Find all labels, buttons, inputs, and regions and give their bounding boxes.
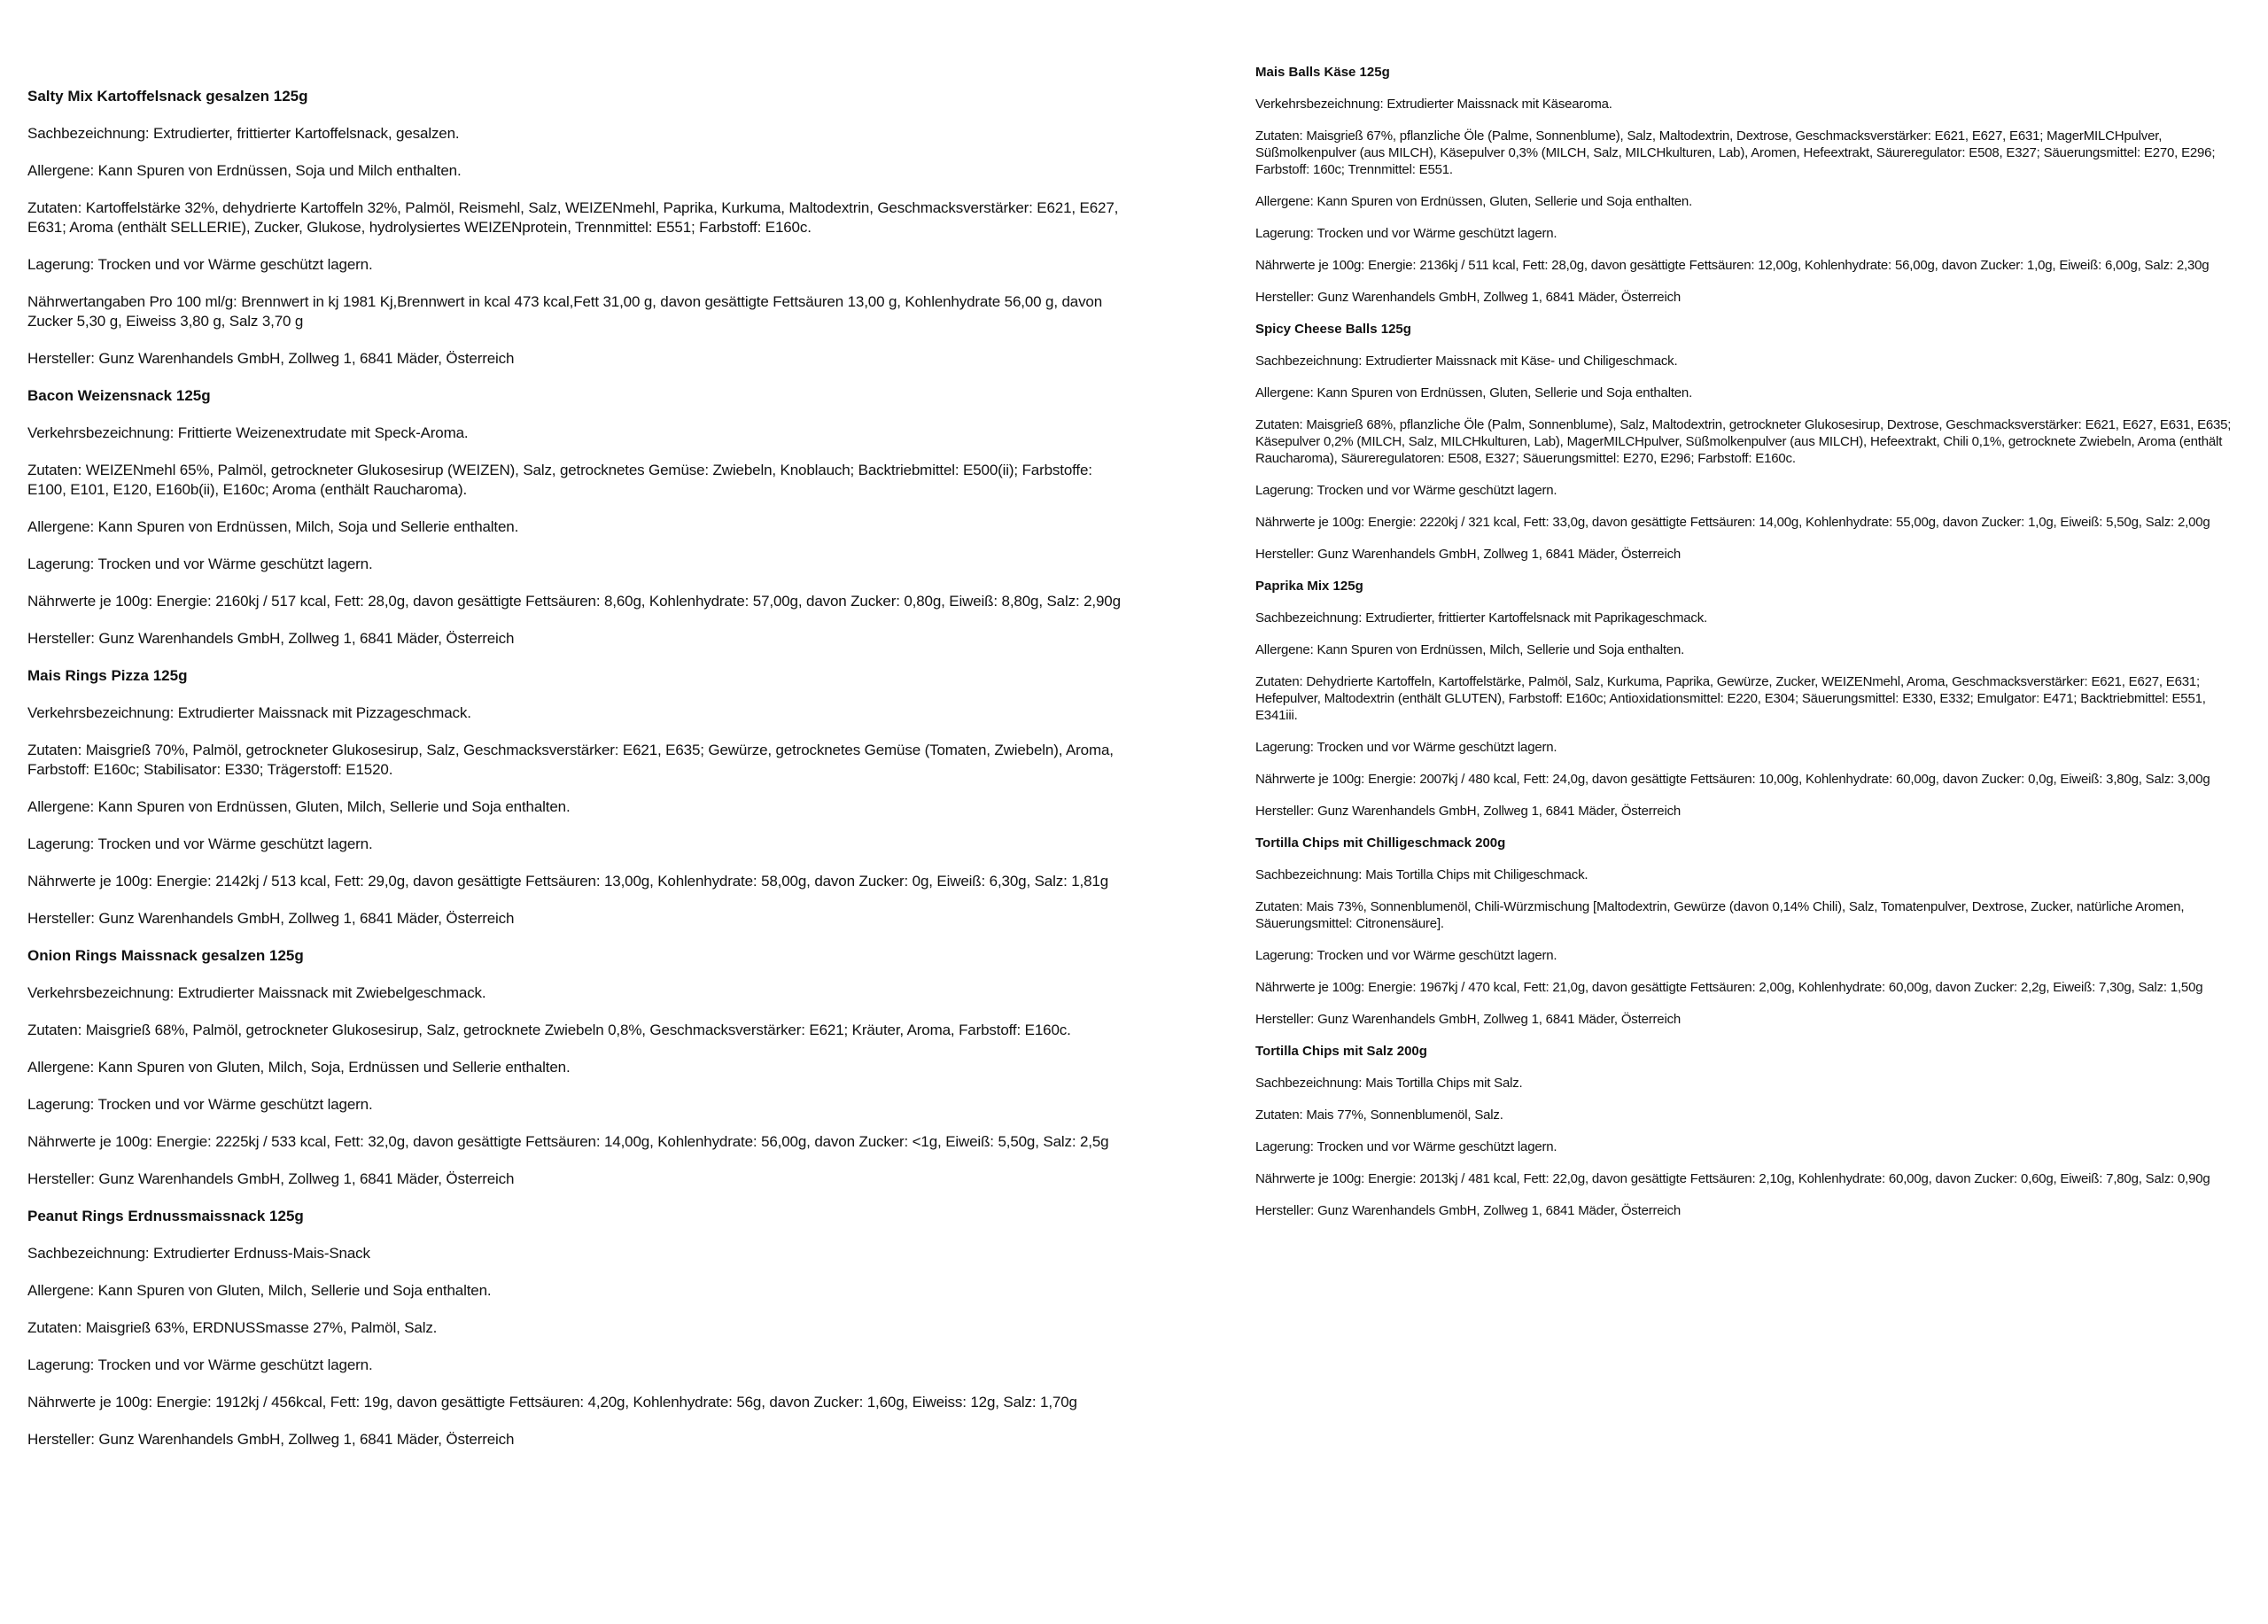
product-detail-line: Nährwerte je 100g: Energie: 2136kj / 511 kcal, Fett: 28,0g, davon gesättigte Fettsäuren: 12,00g, Kohlenhydrate: 56,00g, davon Zucker: 1,0g, Eiweiß: 6,00g, Salz: 2,30g xyxy=(1255,258,2210,273)
product-title: Salty Mix Kartoffelsnack gesalzen 125g xyxy=(27,88,308,105)
product-detail-line: Nährwerte je 100g: Energie: 2220kj / 321 kcal, Fett: 33,0g, davon gesättigte Fettsäuren: 14,00g, Kohlenhydrate: 55,00g, davon Zucker: 1,0g, Eiweiß: 5,50g, Salz: 2,00g xyxy=(1255,515,2210,530)
product-detail-line: Hersteller: Gunz Warenhandels GmbH, Zollweg 1, 6841 Mäder, Österreich xyxy=(27,1431,515,1448)
product-section xyxy=(27,1207,1122,1449)
product-detail-line: Hersteller: Gunz Warenhandels GmbH, Zollweg 1, 6841 Mäder, Österreich xyxy=(27,350,515,367)
product-section xyxy=(1255,578,2248,820)
product-detail-line: Nährwerte je 100g: Energie: 1967kj / 470 kcal, Fett: 21,0g, davon gesättigte Fettsäuren: 2,00g, Kohlenhydrate: 60,00g, davon Zucker: 2,2g, Eiweiß: 7,30g, Salz: 1,50g xyxy=(1255,980,2203,995)
product-detail-line: Hersteller: Gunz Warenhandels GmbH, Zollweg 1, 6841 Mäder, Österreich xyxy=(1255,290,1682,305)
product-detail-line: Lagerung: Trocken und vor Wärme geschützt lagern. xyxy=(1255,226,1557,241)
product-detail-line: Nährwerte je 100g: Energie: 2225kj / 533 kcal, Fett: 32,0g, davon gesättigte Fettsäuren: 14,00g, Kohlenhydrate: 56,00g, davon Zucker: <1g, Eiweiß: 5,50g, Salz: 2,5g xyxy=(27,1133,1109,1150)
product-detail-line: Zutaten: Kartoffelstärke 32%, dehydrierte Kartoffeln 32%, Palmöl, Reismehl, Salz, WEIZENmehl, Paprika, Kurkuma, Maltodextrin, Geschmacksverstärker: E621, E627, E631; Aroma (enthält SELLERIE), Zucker, Glukose, hydrolysiertes WEIZENprotein, Trennmittel: E551; Farbstoff: E160c. xyxy=(27,199,1119,236)
product-detail-line: Allergene: Kann Spuren von Gluten, Milch, Sellerie und Soja enthalten. xyxy=(27,1282,492,1299)
right-column xyxy=(1255,0,2248,1219)
product-section xyxy=(27,87,1122,369)
product-section xyxy=(27,386,1122,649)
product-detail-line: Zutaten: Dehydrierte Kartoffeln, Kartoffelstärke, Palmöl, Salz, Kurkuma, Paprika, Gewürze, Zucker, WEIZENmehl, Aroma, Geschmacksverstärker: E621, E627, E631; Hefepulver, Maltodextrin (enthält GLUTEN), Farbstoff: E160c; Antioxidationsmittel: E220, E304; Säuerungsmittel: E330, E332; Emulgator: E471; Backtriebmittel: E551, E341iii. xyxy=(1255,674,2206,723)
product-detail-line: Nährwerte je 100g: Energie: 1912kj / 456kcal, Fett: 19g, davon gesättigte Fettsäuren: 4,20g, Kohlenhydrate: 56g, davon Zucker: 1,60g, Eiweiss: 12g, Salz: 1,70g xyxy=(27,1394,1077,1410)
product-detail-line: Nährwerte je 100g: Energie: 2013kj / 481 kcal, Fett: 22,0g, davon gesättigte Fettsäuren: 2,10g, Kohlenhydrate: 60,00g, davon Zucker: 0,60g, Eiweiß: 7,80g, Salz: 0,90g xyxy=(1255,1171,2210,1186)
product-detail-line: Lagerung: Trocken und vor Wärme geschützt lagern. xyxy=(27,835,373,852)
product-detail-line: Zutaten: Maisgrieß 68%, Palmöl, getrockneter Glukosesirup, Salz, getrocknete Zwiebeln 0,8%, Geschmacksverstärker: E621; Kräuter, Aroma, Farbstoff: E160c. xyxy=(27,1022,1071,1038)
product-detail-line: Zutaten: Maisgrieß 70%, Palmöl, getrockneter Glukosesirup, Salz, Geschmacksverstärker: E621, E635; Gewürze, getrocknetes Gemüse (Tomaten, Zwiebeln), Aroma, Farbstoff: E160c; Stabilisator: E330; Trägerstoff: E1520. xyxy=(27,742,1114,778)
product-detail-line: Nährwerte je 100g: Energie: 2142kj / 513 kcal, Fett: 29,0g, davon gesättigte Fettsäuren: 13,00g, Kohlenhydrate: 58,00g, davon Zucker: 0g, Eiweiß: 6,30g, Salz: 1,81g xyxy=(27,873,1109,890)
product-title: Peanut Rings Erdnussmaissnack 125g xyxy=(27,1208,304,1224)
product-section xyxy=(1255,835,2248,1028)
product-detail-line: Sachbezeichnung: Mais Tortilla Chips mit Salz. xyxy=(1255,1076,1523,1091)
product-detail-line: Sachbezeichnung: Extrudierter, frittierter Kartoffelsnack, gesalzen. xyxy=(27,125,460,142)
product-detail-line: Nährwertangaben Pro 100 ml/g: Brennwert in kj 1981 Kj,Brennwert in kcal 473 kcal,Fett 31,00 g, davon gesättigte Fettsäuren 13,00 g, Kohlenhydrate 56,00 g, davon Zucker 5,30 g, Eiweiss 3,80 g, Salz 3,70 g xyxy=(27,293,1103,330)
product-section xyxy=(1255,64,2248,306)
product-detail-line: Sachbezeichnung: Extrudierter Erdnuss-Mais-Snack xyxy=(27,1245,370,1262)
product-detail-line: Sachbezeichnung: Extrudierter, frittierter Kartoffelsnack mit Paprikageschmack. xyxy=(1255,610,1707,626)
product-detail-line: Verkehrsbezeichnung: Extrudierter Maissnack mit Pizzageschmack. xyxy=(27,704,471,721)
product-detail-line: Zutaten: Maisgrieß 68%, pflanzliche Öle (Palm, Sonnenblume), Salz, Maltodextrin, getrockneter Glukosesirup, Dextrose, Geschmacksverstärker: E621, E627, E631, E635; Käsepulver 0,2% (MILCH, Salz, MILCHkulturen, Lab), MagerMILCHpulver, Süßmolkenpulver (aus MILCH), Hefeextrakt, Chili 0,1%, getrocknete Zwiebeln, Aroma (enthält Raucharoma), Säureregulatoren: E508, E327; Säuerungsmittel: E270, E296; Farbstoff: E160c. xyxy=(1255,417,2232,466)
product-detail-line: Zutaten: Mais 73%, Sonnenblumenöl, Chili-Würzmischung [Maltodextrin, Gewürze (davon 0,14% Chili), Salz, Tomatenpulver, Dextrose, Zucker, natürliche Aromen, Säuerungsmittel: Citronensäure]. xyxy=(1255,899,2185,931)
product-detail-line: Lagerung: Trocken und vor Wärme geschützt lagern. xyxy=(27,1356,373,1373)
product-detail-line: Allergene: Kann Spuren von Erdnüssen, Milch, Sellerie und Soja enthalten. xyxy=(1255,642,1685,657)
product-section xyxy=(27,666,1122,929)
product-title: Onion Rings Maissnack gesalzen 125g xyxy=(27,947,304,964)
product-detail-line: Zutaten: WEIZENmehl 65%, Palmöl, getrockneter Glukosesirup (WEIZEN), Salz, getrocknetes Gemüse: Zwiebeln, Knoblauch; Backtriebmittel: E500(ii); Farbstoffe: E100, E101, E120, E160b(ii), E160c; Aroma (enthält Raucharoma). xyxy=(27,462,1092,498)
product-detail-line: Sachbezeichnung: Mais Tortilla Chips mit Chiligeschmack. xyxy=(1255,867,1588,882)
product-detail-line: Hersteller: Gunz Warenhandels GmbH, Zollweg 1, 6841 Mäder, Österreich xyxy=(1255,804,1682,819)
product-detail-line: Lagerung: Trocken und vor Wärme geschützt lagern. xyxy=(1255,948,1557,963)
product-detail-line: Allergene: Kann Spuren von Erdnüssen, Soja und Milch enthalten. xyxy=(27,162,462,179)
product-detail-line: Nährwerte je 100g: Energie: 2160kj / 517 kcal, Fett: 28,0g, davon gesättigte Fettsäuren: 8,60g, Kohlenhydrate: 57,00g, davon Zucker: 0,80g, Eiweiß: 8,80g, Salz: 2,90g xyxy=(27,593,1121,610)
product-detail-line: Hersteller: Gunz Warenhandels GmbH, Zollweg 1, 6841 Mäder, Österreich xyxy=(27,630,515,647)
product-detail-line: Lagerung: Trocken und vor Wärme geschützt lagern. xyxy=(27,256,373,273)
product-title: Tortilla Chips mit Salz 200g xyxy=(1255,1044,1427,1059)
product-detail-line: Nährwerte je 100g: Energie: 2007kj / 480 kcal, Fett: 24,0g, davon gesättigte Fettsäuren: 10,00g, Kohlenhydrate: 60,00g, davon Zucker: 0,0g, Eiweiß: 3,80g, Salz: 3,00g xyxy=(1255,772,2210,787)
product-detail-line: Allergene: Kann Spuren von Erdnüssen, Gluten, Milch, Sellerie und Soja enthalten. xyxy=(27,798,571,815)
product-detail-line: Hersteller: Gunz Warenhandels GmbH, Zollweg 1, 6841 Mäder, Österreich xyxy=(1255,1203,1682,1218)
product-detail-line: Allergene: Kann Spuren von Erdnüssen, Gluten, Sellerie und Soja enthalten. xyxy=(1255,385,1693,400)
product-title: Bacon Weizensnack 125g xyxy=(27,387,211,404)
product-detail-line: Allergene: Kann Spuren von Erdnüssen, Gluten, Sellerie und Soja enthalten. xyxy=(1255,194,1693,209)
product-detail-line: Zutaten: Maisgrieß 63%, ERDNUSSmasse 27%, Palmöl, Salz. xyxy=(27,1319,438,1336)
product-title: Mais Balls Käse 125g xyxy=(1255,65,1390,80)
product-section xyxy=(1255,321,2248,563)
product-detail-line: Hersteller: Gunz Warenhandels GmbH, Zollweg 1, 6841 Mäder, Österreich xyxy=(27,1170,515,1187)
product-detail-line: Hersteller: Gunz Warenhandels GmbH, Zollweg 1, 6841 Mäder, Österreich xyxy=(1255,547,1682,562)
product-detail-line: Allergene: Kann Spuren von Erdnüssen, Milch, Soja und Sellerie enthalten. xyxy=(27,518,519,535)
product-detail-line: Verkehrsbezeichnung: Extrudierter Maissnack mit Zwiebelgeschmack. xyxy=(27,984,486,1001)
product-detail-line: Lagerung: Trocken und vor Wärme geschützt lagern. xyxy=(1255,1139,1557,1154)
product-detail-line: Allergene: Kann Spuren von Gluten, Milch, Soja, Erdnüssen und Sellerie enthalten. xyxy=(27,1059,571,1076)
product-title: Mais Rings Pizza 125g xyxy=(27,667,188,684)
product-detail-line: Lagerung: Trocken und vor Wärme geschützt lagern. xyxy=(1255,740,1557,755)
product-title: Tortilla Chips mit Chilligeschmack 200g xyxy=(1255,835,1506,851)
product-section xyxy=(27,946,1122,1189)
product-detail-line: Hersteller: Gunz Warenhandels GmbH, Zollweg 1, 6841 Mäder, Österreich xyxy=(1255,1012,1682,1027)
product-title: Spicy Cheese Balls 125g xyxy=(1255,322,1411,337)
product-detail-line: Zutaten: Mais 77%, Sonnenblumenöl, Salz. xyxy=(1255,1107,1503,1123)
product-detail-line: Lagerung: Trocken und vor Wärme geschützt lagern. xyxy=(27,1096,373,1113)
product-detail-line: Hersteller: Gunz Warenhandels GmbH, Zollweg 1, 6841 Mäder, Österreich xyxy=(27,910,515,927)
product-detail-line: Verkehrsbezeichnung: Frittierte Weizenextrudate mit Speck-Aroma. xyxy=(27,424,469,441)
product-title: Paprika Mix 125g xyxy=(1255,579,1363,594)
product-detail-line: Sachbezeichnung: Extrudierter Maissnack mit Käse- und Chiligeschmack. xyxy=(1255,354,1678,369)
product-detail-line: Zutaten: Maisgrieß 67%, pflanzliche Öle (Palme, Sonnenblume), Salz, Maltodextrin, Dextrose, Geschmacksverstärker: E621, E627, E631; MagerMILCHpulver, Süßmolkenpulver (aus MILCH), Käsepulver 0,3% (MILCH, Salz, MILCHkulturen, Lab), Aromen, Hefeextrakt, Säureregulator: E508, E327; Säuerungsmittel: E270, E296; Farbstoff: 160c; Trennmittel: E551. xyxy=(1255,128,2216,177)
left-column xyxy=(27,0,1122,1449)
product-detail-line: Verkehrsbezeichnung: Extrudierter Maissnack mit Käsearoma. xyxy=(1255,97,1612,112)
product-detail-line: Lagerung: Trocken und vor Wärme geschützt lagern. xyxy=(1255,483,1557,498)
product-section xyxy=(1255,1043,2248,1219)
product-detail-line: Lagerung: Trocken und vor Wärme geschützt lagern. xyxy=(27,556,373,572)
